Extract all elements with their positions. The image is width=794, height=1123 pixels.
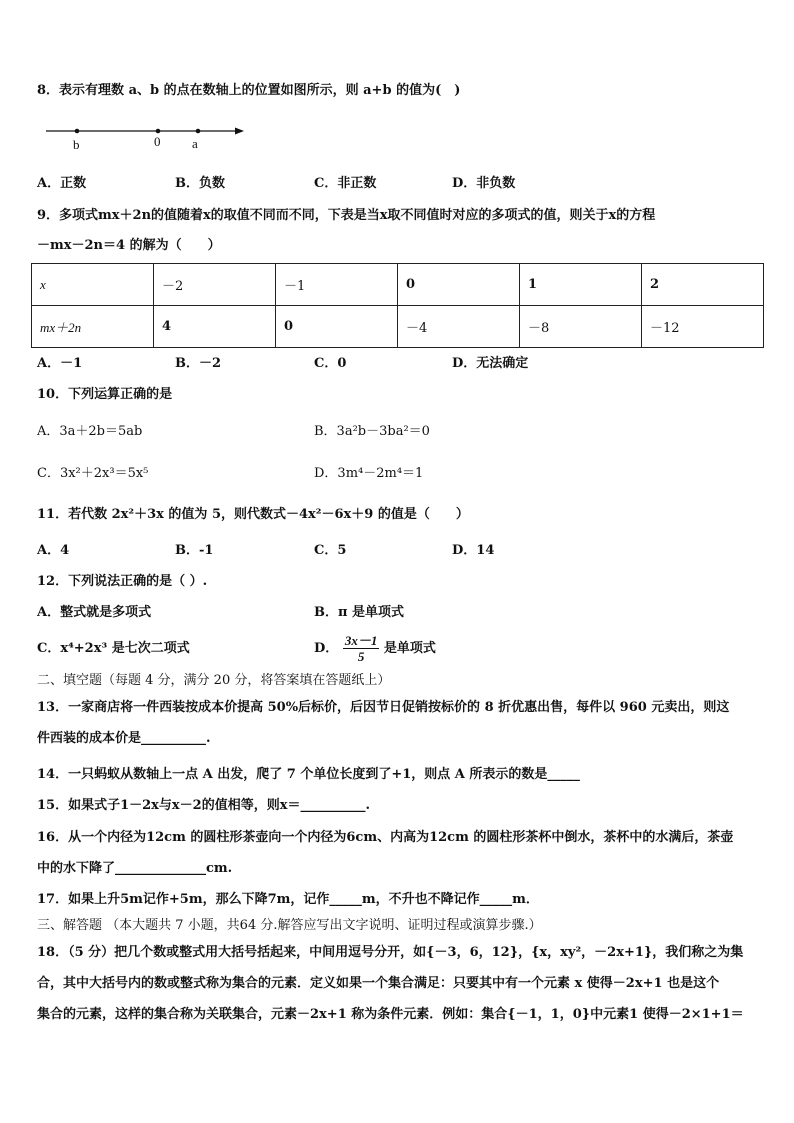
q10-option-d[interactable]: D．3m⁴－2m⁴＝1 — [314, 466, 424, 481]
table-cell: 1 — [520, 264, 642, 306]
point-zero — [156, 129, 161, 134]
q12-option-d-fraction — [343, 633, 380, 664]
q9-options — [37, 355, 757, 373]
q18-line3: 集合的元素，这样的集合称为关联集合，元素－2x+1 称为条件元素．例如：集合{－1，1，0}中元素1 使得－2×1+1＝ — [37, 1007, 744, 1022]
point-a — [196, 129, 201, 134]
q12-option-c[interactable]: C．x⁴+2x³ 是七次二项式 — [37, 641, 190, 656]
section-2-heading: 二、填空题（每题 4 分，满分 20 分，将答案填在答题纸上） — [37, 673, 391, 688]
q9-option-c[interactable]: C．0 — [314, 356, 347, 371]
table-cell: 0 — [398, 264, 520, 306]
q10-option-a[interactable]: A．3a＋2b＝5ab — [37, 424, 143, 439]
table-row — [32, 306, 764, 348]
q9-stem-line1: 9．多项式mx＋2n的值随着x的取值不同而不同，下表是当x取不同值时对应的多项式的值，则关于x的方程 — [37, 208, 656, 223]
q18-line2: 合，其中大括号内的数或整式称为集合的元素．定义如果一个集合满足：只要其中有一个元素 x 使得－2x+1 也是这个 — [37, 976, 720, 991]
label-zero: 0 — [154, 134, 161, 149]
q11-option-b[interactable]: B．-1 — [175, 543, 214, 558]
q8-options — [37, 175, 757, 193]
q9-value-table — [31, 263, 764, 348]
q13-line2: 件西装的成本价是__________. — [37, 731, 211, 746]
q11-option-d[interactable]: D．14 — [452, 543, 495, 558]
fraction-denominator: 5 — [357, 649, 365, 664]
q9-stem-line2: －mx－2n＝4 的解为（ ） — [37, 238, 221, 253]
q12-options-row1 — [37, 604, 757, 622]
q12-option-d-label: D． — [314, 641, 339, 656]
q11-options — [37, 542, 757, 560]
q12-stem: 12．下列说法正确的是（ ）. — [37, 574, 208, 589]
q11-option-c[interactable]: C．5 — [314, 543, 347, 558]
table-cell: －1 — [276, 264, 398, 306]
q8-option-c[interactable]: C．非正数 — [314, 176, 377, 191]
fraction-numerator: 3x－1 — [344, 633, 378, 648]
q15: 15．如果式子1－2x与x－2的值相等，则x＝__________. — [37, 798, 371, 813]
q13-line1: 13．一家商店将一件西装按成本价提高 50%后标价，后因节日促销按标价的 8 折优惠出售，每件以 960 元卖出，则这 — [37, 700, 730, 715]
q8-option-a[interactable]: A．正数 — [37, 176, 87, 191]
q9-option-a[interactable]: A．－1 — [37, 356, 83, 371]
q10-option-b[interactable]: B．3a²b－3ba²＝0 — [314, 424, 430, 439]
table-cell: －8 — [520, 306, 642, 348]
q8-option-d[interactable]: D．非负数 — [452, 176, 516, 191]
table-cell: mx＋2n — [32, 306, 154, 348]
q12-option-d[interactable] — [314, 632, 436, 666]
q10-stem: 10．下列运算正确的是 — [37, 387, 173, 402]
q12-option-b[interactable]: B．π 是单项式 — [314, 605, 405, 620]
q12-options-row2 — [37, 633, 757, 664]
q10-options-row1 — [37, 423, 757, 441]
q18-line1: 18．（5 分）把几个数或整式用大括号括起来，中间用逗号分开，如{－3，6，12}，{x，xy²，－2x+1}，我们称之为集 — [37, 945, 744, 960]
q12-option-a[interactable]: A．整式就是多项式 — [37, 605, 152, 620]
q12-option-d-suffix: 是单项式 — [383, 641, 436, 656]
q10-option-c[interactable]: C．3x²＋2x³＝5x⁵ — [37, 466, 149, 481]
q9-option-d[interactable]: D．无法确定 — [452, 356, 529, 371]
number-line-figure — [40, 118, 250, 154]
table-cell: 4 — [154, 306, 276, 348]
table-cell: 2 — [642, 264, 764, 306]
label-b: b — [73, 137, 80, 152]
q16-line2: 中的水下降了______________cm. — [37, 861, 233, 876]
table-row — [32, 264, 764, 306]
q9-option-b[interactable]: B．－2 — [175, 356, 222, 371]
table-cell: －4 — [398, 306, 520, 348]
label-a: a — [192, 136, 198, 151]
q17: 17．如果上升5m记作+5m，那么下降7m，记作_____m，不升也不降记作_____m． — [37, 892, 539, 907]
q11-stem: 11．若代数 2x²＋3x 的值为 5，则代数式－4x²－6x＋9 的值是（ ） — [37, 507, 469, 522]
q10-options-row2 — [37, 465, 757, 483]
q8-option-b[interactable]: B．负数 — [175, 176, 225, 191]
table-cell: －2 — [154, 264, 276, 306]
table-cell: －12 — [642, 306, 764, 348]
point-b — [75, 129, 80, 134]
q14: 14．一只蚂蚁从数轴上一点 A 出发，爬了 7 个单位长度到了+1，则点 A 所表示的数是_____ — [37, 767, 580, 782]
section-3-heading: 三、解答题 （本大题共 7 小题，共64 分.解答应写出文字说明、证明过程或演算步骤.） — [37, 918, 542, 933]
q16-line1: 16．从一个内径为12cm 的圆柱形茶壶向一个内径为6cm、内高为12cm 的圆柱形茶杯中倒水，茶杯中的水满后，茶壶 — [37, 830, 734, 845]
table-cell: x — [32, 264, 154, 306]
arrow-head-icon — [235, 128, 244, 135]
q8-stem: 8．表示有理数 a、b 的点在数轴上的位置如图所示，则 a+b 的值为( ) — [37, 83, 461, 98]
q11-option-a[interactable]: A．4 — [37, 543, 70, 558]
table-cell: 0 — [276, 306, 398, 348]
